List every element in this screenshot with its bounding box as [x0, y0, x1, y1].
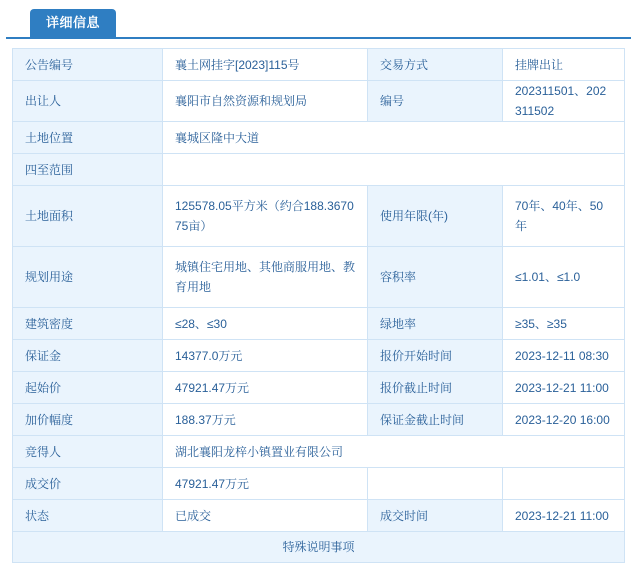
table-row	[13, 308, 625, 340]
row-value-deal-price: 47921.47万元	[163, 468, 368, 500]
row-value-starting-price: 47921.47万元	[163, 372, 368, 404]
row-value-floor-area-ratio: ≤1.01、≤1.0	[503, 247, 625, 308]
row-value-green-ratio: ≥35、≥35	[503, 308, 625, 340]
row-label-deal-time: 成交时间	[368, 500, 503, 532]
row-label-deposit: 保证金	[13, 340, 163, 372]
table-row	[13, 81, 625, 122]
table-row	[13, 404, 625, 436]
row-label-building-density: 建筑密度	[13, 308, 163, 340]
row-label-bid-end-time: 报价截止时间	[368, 372, 503, 404]
row-value-transaction-type: 挂牌出让	[503, 49, 625, 81]
tab-bar	[6, 6, 631, 39]
table-footer-row	[13, 532, 625, 563]
table-row	[13, 247, 625, 308]
row-label-land-location: 土地位置	[13, 122, 163, 154]
row-label-land-area: 土地面积	[13, 186, 163, 247]
row-value-deposit-deadline: 2023-12-20 16:00	[503, 404, 625, 436]
table-row	[13, 186, 625, 247]
row-value-bid-end-time: 2023-12-21 11:00	[503, 372, 625, 404]
row-label-deposit-deadline: 保证金截止时间	[368, 404, 503, 436]
row-label-winner: 竞得人	[13, 436, 163, 468]
row-label-green-ratio: 绿地率	[368, 308, 503, 340]
row-label-boundary-range: 四至范围	[13, 154, 163, 186]
row-label-transferor: 出让人	[13, 81, 163, 122]
table-row	[13, 468, 625, 500]
row-value-number: 202311501、202311502	[503, 81, 625, 122]
row-value-building-density: ≤28、≤30	[163, 308, 368, 340]
row-value-winner: 湖北襄阳龙梓小镇置业有限公司	[163, 436, 625, 468]
row-label-floor-area-ratio: 容积率	[368, 247, 503, 308]
special-notes-label: 特殊说明事项	[13, 532, 625, 563]
table-row	[13, 340, 625, 372]
table-row	[13, 500, 625, 532]
row-value-use-term: 70年、40年、50年	[503, 186, 625, 247]
table-row	[13, 122, 625, 154]
detail-table-wrap	[12, 48, 625, 563]
table-row	[13, 372, 625, 404]
row-value-boundary-range	[163, 154, 625, 186]
row-label-deal-price: 成交价	[13, 468, 163, 500]
row-value-bid-start-time: 2023-12-11 08:30	[503, 340, 625, 372]
row-label-planned-use: 规划用途	[13, 247, 163, 308]
row-empty-cell-left	[368, 468, 503, 500]
row-label-status: 状态	[13, 500, 163, 532]
row-label-announcement-no: 公告编号	[13, 49, 163, 81]
detail-page	[0, 6, 637, 582]
tab-detail-info[interactable]: 详细信息	[30, 9, 116, 39]
row-value-deposit: 14377.0万元	[163, 340, 368, 372]
row-value-transferor: 襄阳市自然资源和规划局	[163, 81, 368, 122]
table-row	[13, 49, 625, 81]
row-value-planned-use: 城镇住宅用地、其他商服用地、教育用地	[163, 247, 368, 308]
row-empty-cell-right	[503, 468, 625, 500]
row-label-number: 编号	[368, 81, 503, 122]
row-label-transaction-type: 交易方式	[368, 49, 503, 81]
row-value-land-location: 襄城区隆中大道	[163, 122, 625, 154]
table-row	[13, 154, 625, 186]
row-value-status: 已成交	[163, 500, 368, 532]
row-value-land-area: 125578.05平方米（约合188.367075亩）	[163, 186, 368, 247]
table-row	[13, 436, 625, 468]
row-label-bid-increment: 加价幅度	[13, 404, 163, 436]
detail-table	[12, 48, 625, 563]
row-value-deal-time: 2023-12-21 11:00	[503, 500, 625, 532]
detail-table-body	[13, 49, 625, 563]
row-label-starting-price: 起始价	[13, 372, 163, 404]
row-value-announcement-no: 襄土网挂字[2023]115号	[163, 49, 368, 81]
row-label-use-term: 使用年限(年)	[368, 186, 503, 247]
row-value-bid-increment: 188.37万元	[163, 404, 368, 436]
row-label-bid-start-time: 报价开始时间	[368, 340, 503, 372]
